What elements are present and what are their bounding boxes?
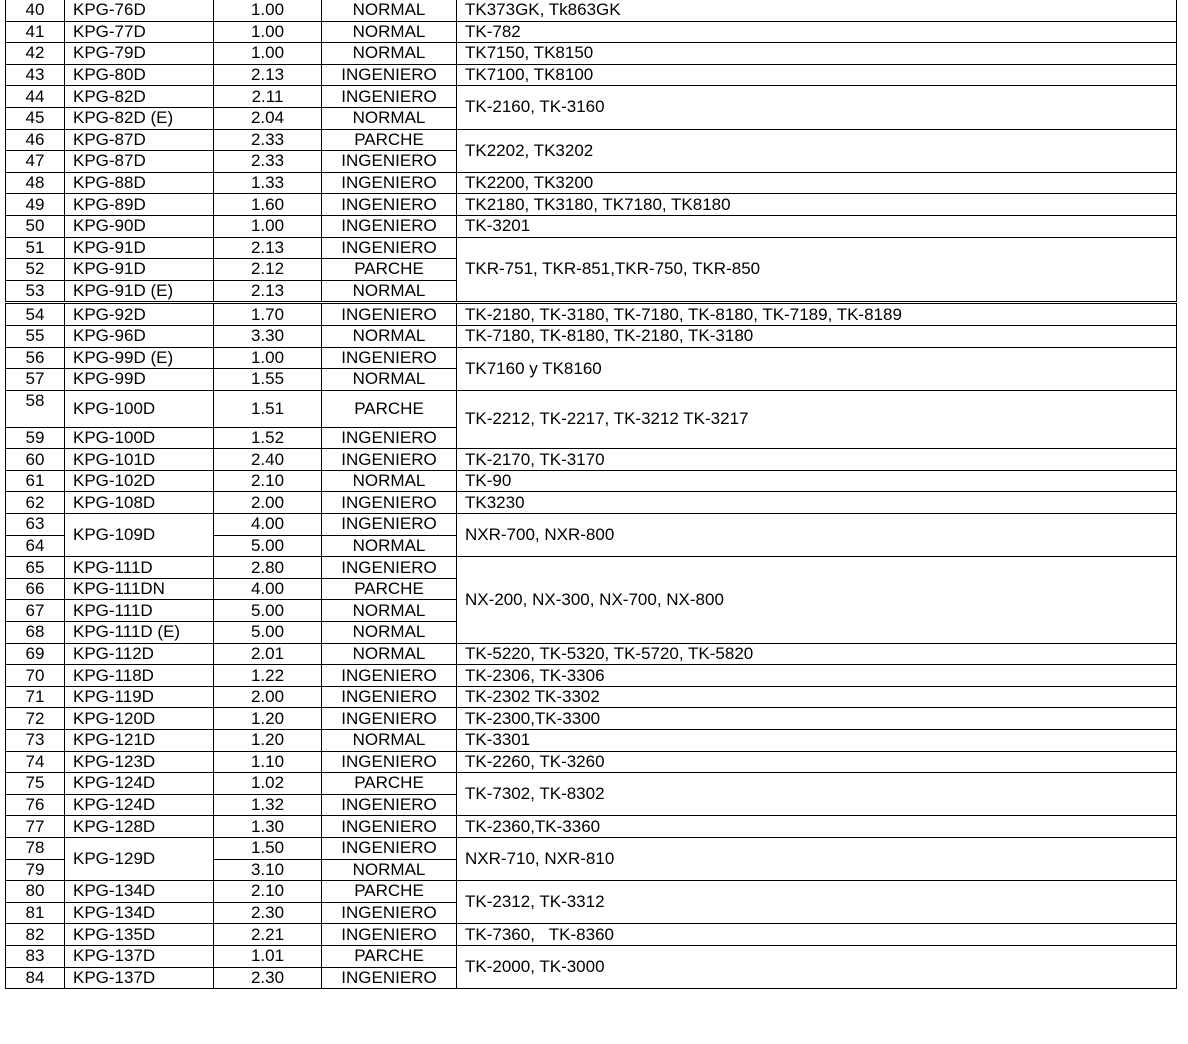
table-row xyxy=(6,325,1177,347)
row-number: 42 xyxy=(6,43,65,65)
type-cell: INGENIERO xyxy=(322,751,457,773)
version-cell: 1.33 xyxy=(214,172,322,194)
row-number: 61 xyxy=(6,470,65,492)
type-cell: INGENIERO xyxy=(322,427,457,449)
radios-cell: TK-2212, TK-2217, TK-3212 TK-3217 xyxy=(457,390,1177,449)
row-number: 81 xyxy=(6,902,65,924)
model-cell: KPG-119D xyxy=(65,686,214,708)
radios-cell: TK373GK, Tk863GK xyxy=(457,0,1177,21)
radios-cell: TK-782 xyxy=(457,21,1177,43)
type-cell: INGENIERO xyxy=(322,816,457,838)
type-cell: NORMAL xyxy=(322,43,457,65)
table-row xyxy=(6,686,1177,708)
radios-cell: TKR-751, TKR-851,TKR-750, TKR-850 xyxy=(457,237,1177,303)
version-cell: 1.00 xyxy=(214,347,322,369)
type-cell: NORMAL xyxy=(322,622,457,644)
table-row xyxy=(6,129,1177,151)
row-number: 77 xyxy=(6,816,65,838)
table-row xyxy=(6,86,1177,108)
radios-cell: TK-2160, TK-3160 xyxy=(457,86,1177,129)
table-row xyxy=(6,449,1177,471)
radios-cell: TK-2260, TK-3260 xyxy=(457,751,1177,773)
type-cell: PARCHE xyxy=(322,578,457,600)
version-cell: 1.00 xyxy=(214,0,322,21)
model-cell: KPG-120D xyxy=(65,708,214,730)
model-cell: KPG-108D xyxy=(65,492,214,514)
version-cell: 1.00 xyxy=(214,215,322,237)
row-number: 73 xyxy=(6,730,65,752)
version-cell: 2.10 xyxy=(214,881,322,903)
row-number: 70 xyxy=(6,665,65,687)
type-cell: INGENIERO xyxy=(322,514,457,536)
type-cell: INGENIERO xyxy=(322,686,457,708)
software-version-table xyxy=(5,0,1177,989)
version-cell: 1.20 xyxy=(214,730,322,752)
type-cell: INGENIERO xyxy=(322,237,457,259)
type-cell: NORMAL xyxy=(322,643,457,665)
model-cell: KPG-135D xyxy=(65,924,214,946)
type-cell: INGENIERO xyxy=(322,86,457,108)
type-cell: NORMAL xyxy=(322,21,457,43)
version-cell: 1.00 xyxy=(214,43,322,65)
row-number: 59 xyxy=(6,427,65,449)
row-number: 50 xyxy=(6,215,65,237)
radios-cell: TK-5220, TK-5320, TK-5720, TK-5820 xyxy=(457,643,1177,665)
version-cell: 1.30 xyxy=(214,816,322,838)
table-row xyxy=(6,237,1177,259)
type-cell: INGENIERO xyxy=(322,557,457,579)
version-cell: 1.55 xyxy=(214,369,322,391)
table-row xyxy=(6,708,1177,730)
version-cell: 2.33 xyxy=(214,151,322,173)
table-row xyxy=(6,557,1177,579)
row-number: 54 xyxy=(6,303,65,326)
version-cell: 2.00 xyxy=(214,686,322,708)
table-row xyxy=(6,643,1177,665)
table-row xyxy=(6,215,1177,237)
table-row xyxy=(6,773,1177,795)
type-cell: NORMAL xyxy=(322,600,457,622)
table-row xyxy=(6,0,1177,21)
row-number: 72 xyxy=(6,708,65,730)
type-cell: INGENIERO xyxy=(322,64,457,86)
row-number: 71 xyxy=(6,686,65,708)
row-number: 45 xyxy=(6,107,65,129)
type-cell: PARCHE xyxy=(322,945,457,967)
table-row xyxy=(6,43,1177,65)
row-number: 74 xyxy=(6,751,65,773)
row-number: 43 xyxy=(6,64,65,86)
model-cell: KPG-99D (E) xyxy=(65,347,214,369)
model-cell: KPG-121D xyxy=(65,730,214,752)
row-number: 69 xyxy=(6,643,65,665)
type-cell: NORMAL xyxy=(322,535,457,557)
row-number: 84 xyxy=(6,967,65,989)
model-cell: KPG-88D xyxy=(65,172,214,194)
version-cell: 4.00 xyxy=(214,514,322,536)
model-cell: KPG-124D xyxy=(65,794,214,816)
row-number: 60 xyxy=(6,449,65,471)
row-number: 40 xyxy=(6,0,65,21)
type-cell: PARCHE xyxy=(322,390,457,427)
model-cell: KPG-111D xyxy=(65,557,214,579)
version-cell: 2.13 xyxy=(214,64,322,86)
version-cell: 2.13 xyxy=(214,280,322,303)
row-number: 46 xyxy=(6,129,65,151)
version-cell: 2.00 xyxy=(214,492,322,514)
version-cell: 5.00 xyxy=(214,535,322,557)
type-cell: PARCHE xyxy=(322,773,457,795)
table-row xyxy=(6,816,1177,838)
model-cell: KPG-90D xyxy=(65,215,214,237)
radios-cell: TK7160 y TK8160 xyxy=(457,347,1177,390)
radios-cell: TK7150, TK8150 xyxy=(457,43,1177,65)
version-cell: 2.30 xyxy=(214,902,322,924)
type-cell: NORMAL xyxy=(322,859,457,881)
radios-cell: TK-2306, TK-3306 xyxy=(457,665,1177,687)
radios-cell: TK3230 xyxy=(457,492,1177,514)
version-cell: 2.11 xyxy=(214,86,322,108)
row-number: 62 xyxy=(6,492,65,514)
version-cell: 5.00 xyxy=(214,622,322,644)
model-cell: KPG-80D xyxy=(65,64,214,86)
model-cell: KPG-79D xyxy=(65,43,214,65)
row-number: 68 xyxy=(6,622,65,644)
model-cell: KPG-112D xyxy=(65,643,214,665)
row-number: 79 xyxy=(6,859,65,881)
table-row xyxy=(6,390,1177,427)
row-number: 52 xyxy=(6,259,65,281)
version-cell: 1.10 xyxy=(214,751,322,773)
version-cell: 1.22 xyxy=(214,665,322,687)
type-cell: INGENIERO xyxy=(322,924,457,946)
type-cell: NORMAL xyxy=(322,470,457,492)
type-cell: INGENIERO xyxy=(322,902,457,924)
version-cell: 2.33 xyxy=(214,129,322,151)
type-cell: INGENIERO xyxy=(322,194,457,216)
version-cell: 2.21 xyxy=(214,924,322,946)
version-cell: 2.04 xyxy=(214,107,322,129)
radios-cell: TK-2302 TK-3302 xyxy=(457,686,1177,708)
model-cell: KPG-96D xyxy=(65,325,214,347)
row-number: 67 xyxy=(6,600,65,622)
radios-cell: NX-200, NX-300, NX-700, NX-800 xyxy=(457,557,1177,643)
version-cell: 1.51 xyxy=(214,390,322,427)
row-number: 76 xyxy=(6,794,65,816)
row-number: 53 xyxy=(6,280,65,303)
row-number: 78 xyxy=(6,837,65,859)
row-number: 83 xyxy=(6,945,65,967)
version-cell: 2.30 xyxy=(214,967,322,989)
radios-cell: TK-3201 xyxy=(457,215,1177,237)
row-number: 66 xyxy=(6,578,65,600)
row-number: 41 xyxy=(6,21,65,43)
table-row xyxy=(6,347,1177,369)
table-row xyxy=(6,730,1177,752)
type-cell: INGENIERO xyxy=(322,215,457,237)
model-cell: KPG-91D (E) xyxy=(65,280,214,303)
table-row xyxy=(6,945,1177,967)
model-cell: KPG-111D xyxy=(65,600,214,622)
type-cell: PARCHE xyxy=(322,129,457,151)
row-number: 57 xyxy=(6,369,65,391)
row-number: 63 xyxy=(6,514,65,536)
model-cell: KPG-137D xyxy=(65,967,214,989)
table-row xyxy=(6,64,1177,86)
row-number: 58 xyxy=(6,390,65,427)
radios-cell: TK-2180, TK-3180, TK-7180, TK-8180, TK-7189, TK-8189 xyxy=(457,303,1177,326)
radios-cell: NXR-710, NXR-810 xyxy=(457,837,1177,880)
type-cell: PARCHE xyxy=(322,881,457,903)
model-cell: KPG-100D xyxy=(65,390,214,427)
model-cell: KPG-109D xyxy=(65,514,214,557)
table-row xyxy=(6,303,1177,326)
row-number: 56 xyxy=(6,347,65,369)
type-cell: INGENIERO xyxy=(322,151,457,173)
version-cell: 1.00 xyxy=(214,21,322,43)
radios-cell: TK7100, TK8100 xyxy=(457,64,1177,86)
type-cell: INGENIERO xyxy=(322,967,457,989)
radios-cell: TK-3301 xyxy=(457,730,1177,752)
table-row xyxy=(6,21,1177,43)
type-cell: INGENIERO xyxy=(322,837,457,859)
table-row xyxy=(6,492,1177,514)
type-cell: INGENIERO xyxy=(322,347,457,369)
version-cell: 1.32 xyxy=(214,794,322,816)
type-cell: INGENIERO xyxy=(322,708,457,730)
type-cell: NORMAL xyxy=(322,325,457,347)
row-number: 64 xyxy=(6,535,65,557)
model-cell: KPG-134D xyxy=(65,902,214,924)
radios-cell: TK-2170, TK-3170 xyxy=(457,449,1177,471)
model-cell: KPG-87D xyxy=(65,151,214,173)
version-cell: 2.12 xyxy=(214,259,322,281)
version-cell: 2.10 xyxy=(214,470,322,492)
model-cell: KPG-91D xyxy=(65,259,214,281)
type-cell: INGENIERO xyxy=(322,449,457,471)
radios-cell: TK-2300,TK-3300 xyxy=(457,708,1177,730)
version-cell: 1.60 xyxy=(214,194,322,216)
row-number: 75 xyxy=(6,773,65,795)
radios-cell: TK-2360,TK-3360 xyxy=(457,816,1177,838)
type-cell: NORMAL xyxy=(322,730,457,752)
type-cell: PARCHE xyxy=(322,259,457,281)
model-cell: KPG-124D xyxy=(65,773,214,795)
model-cell: KPG-134D xyxy=(65,881,214,903)
radios-cell: TK-7360, TK-8360 xyxy=(457,924,1177,946)
version-cell: 2.80 xyxy=(214,557,322,579)
version-cell: 4.00 xyxy=(214,578,322,600)
type-cell: NORMAL xyxy=(322,280,457,303)
model-cell: KPG-118D xyxy=(65,665,214,687)
table-row xyxy=(6,172,1177,194)
type-cell: INGENIERO xyxy=(322,303,457,326)
row-number: 82 xyxy=(6,924,65,946)
row-number: 48 xyxy=(6,172,65,194)
version-cell: 5.00 xyxy=(214,600,322,622)
row-number: 49 xyxy=(6,194,65,216)
row-number: 47 xyxy=(6,151,65,173)
model-cell: KPG-92D xyxy=(65,303,214,326)
row-number: 44 xyxy=(6,86,65,108)
model-cell: KPG-129D xyxy=(65,837,214,880)
row-number: 80 xyxy=(6,881,65,903)
model-cell: KPG-100D xyxy=(65,427,214,449)
version-cell: 2.13 xyxy=(214,237,322,259)
model-cell: KPG-102D xyxy=(65,470,214,492)
version-cell: 1.52 xyxy=(214,427,322,449)
type-cell: INGENIERO xyxy=(322,665,457,687)
version-cell: 1.02 xyxy=(214,773,322,795)
type-cell: NORMAL xyxy=(322,0,457,21)
table-row xyxy=(6,837,1177,859)
radios-cell: TK2202, TK3202 xyxy=(457,129,1177,172)
model-cell: KPG-128D xyxy=(65,816,214,838)
version-cell: 1.70 xyxy=(214,303,322,326)
radios-cell: TK-2312, TK-3312 xyxy=(457,881,1177,924)
version-cell: 2.01 xyxy=(214,643,322,665)
table-row xyxy=(6,194,1177,216)
model-cell: KPG-76D xyxy=(65,0,214,21)
table-row xyxy=(6,514,1177,536)
version-cell: 1.20 xyxy=(214,708,322,730)
radios-cell: TK-7302, TK-8302 xyxy=(457,773,1177,816)
row-number: 65 xyxy=(6,557,65,579)
radios-cell: TK-2000, TK-3000 xyxy=(457,945,1177,988)
table-row xyxy=(6,924,1177,946)
type-cell: INGENIERO xyxy=(322,172,457,194)
radios-cell: TK2180, TK3180, TK7180, TK8180 xyxy=(457,194,1177,216)
model-cell: KPG-111D (E) xyxy=(65,622,214,644)
type-cell: INGENIERO xyxy=(322,794,457,816)
table-row xyxy=(6,470,1177,492)
type-cell: NORMAL xyxy=(322,107,457,129)
table-row xyxy=(6,665,1177,687)
radios-cell: TK-7180, TK-8180, TK-2180, TK-3180 xyxy=(457,325,1177,347)
row-number: 55 xyxy=(6,325,65,347)
model-cell: KPG-82D (E) xyxy=(65,107,214,129)
radios-cell: NXR-700, NXR-800 xyxy=(457,514,1177,557)
model-cell: KPG-137D xyxy=(65,945,214,967)
model-cell: KPG-99D xyxy=(65,369,214,391)
model-cell: KPG-77D xyxy=(65,21,214,43)
radios-cell: TK-90 xyxy=(457,470,1177,492)
type-cell: INGENIERO xyxy=(322,492,457,514)
model-cell: KPG-89D xyxy=(65,194,214,216)
model-cell: KPG-123D xyxy=(65,751,214,773)
version-cell: 1.01 xyxy=(214,945,322,967)
table-row xyxy=(6,751,1177,773)
model-cell: KPG-82D xyxy=(65,86,214,108)
version-cell: 3.30 xyxy=(214,325,322,347)
model-cell: KPG-101D xyxy=(65,449,214,471)
version-cell: 3.10 xyxy=(214,859,322,881)
model-cell: KPG-111DN xyxy=(65,578,214,600)
type-cell: NORMAL xyxy=(322,369,457,391)
version-cell: 2.40 xyxy=(214,449,322,471)
row-number: 51 xyxy=(6,237,65,259)
model-cell: KPG-91D xyxy=(65,237,214,259)
radios-cell: TK2200, TK3200 xyxy=(457,172,1177,194)
model-cell: KPG-87D xyxy=(65,129,214,151)
table-row xyxy=(6,881,1177,903)
version-cell: 1.50 xyxy=(214,837,322,859)
